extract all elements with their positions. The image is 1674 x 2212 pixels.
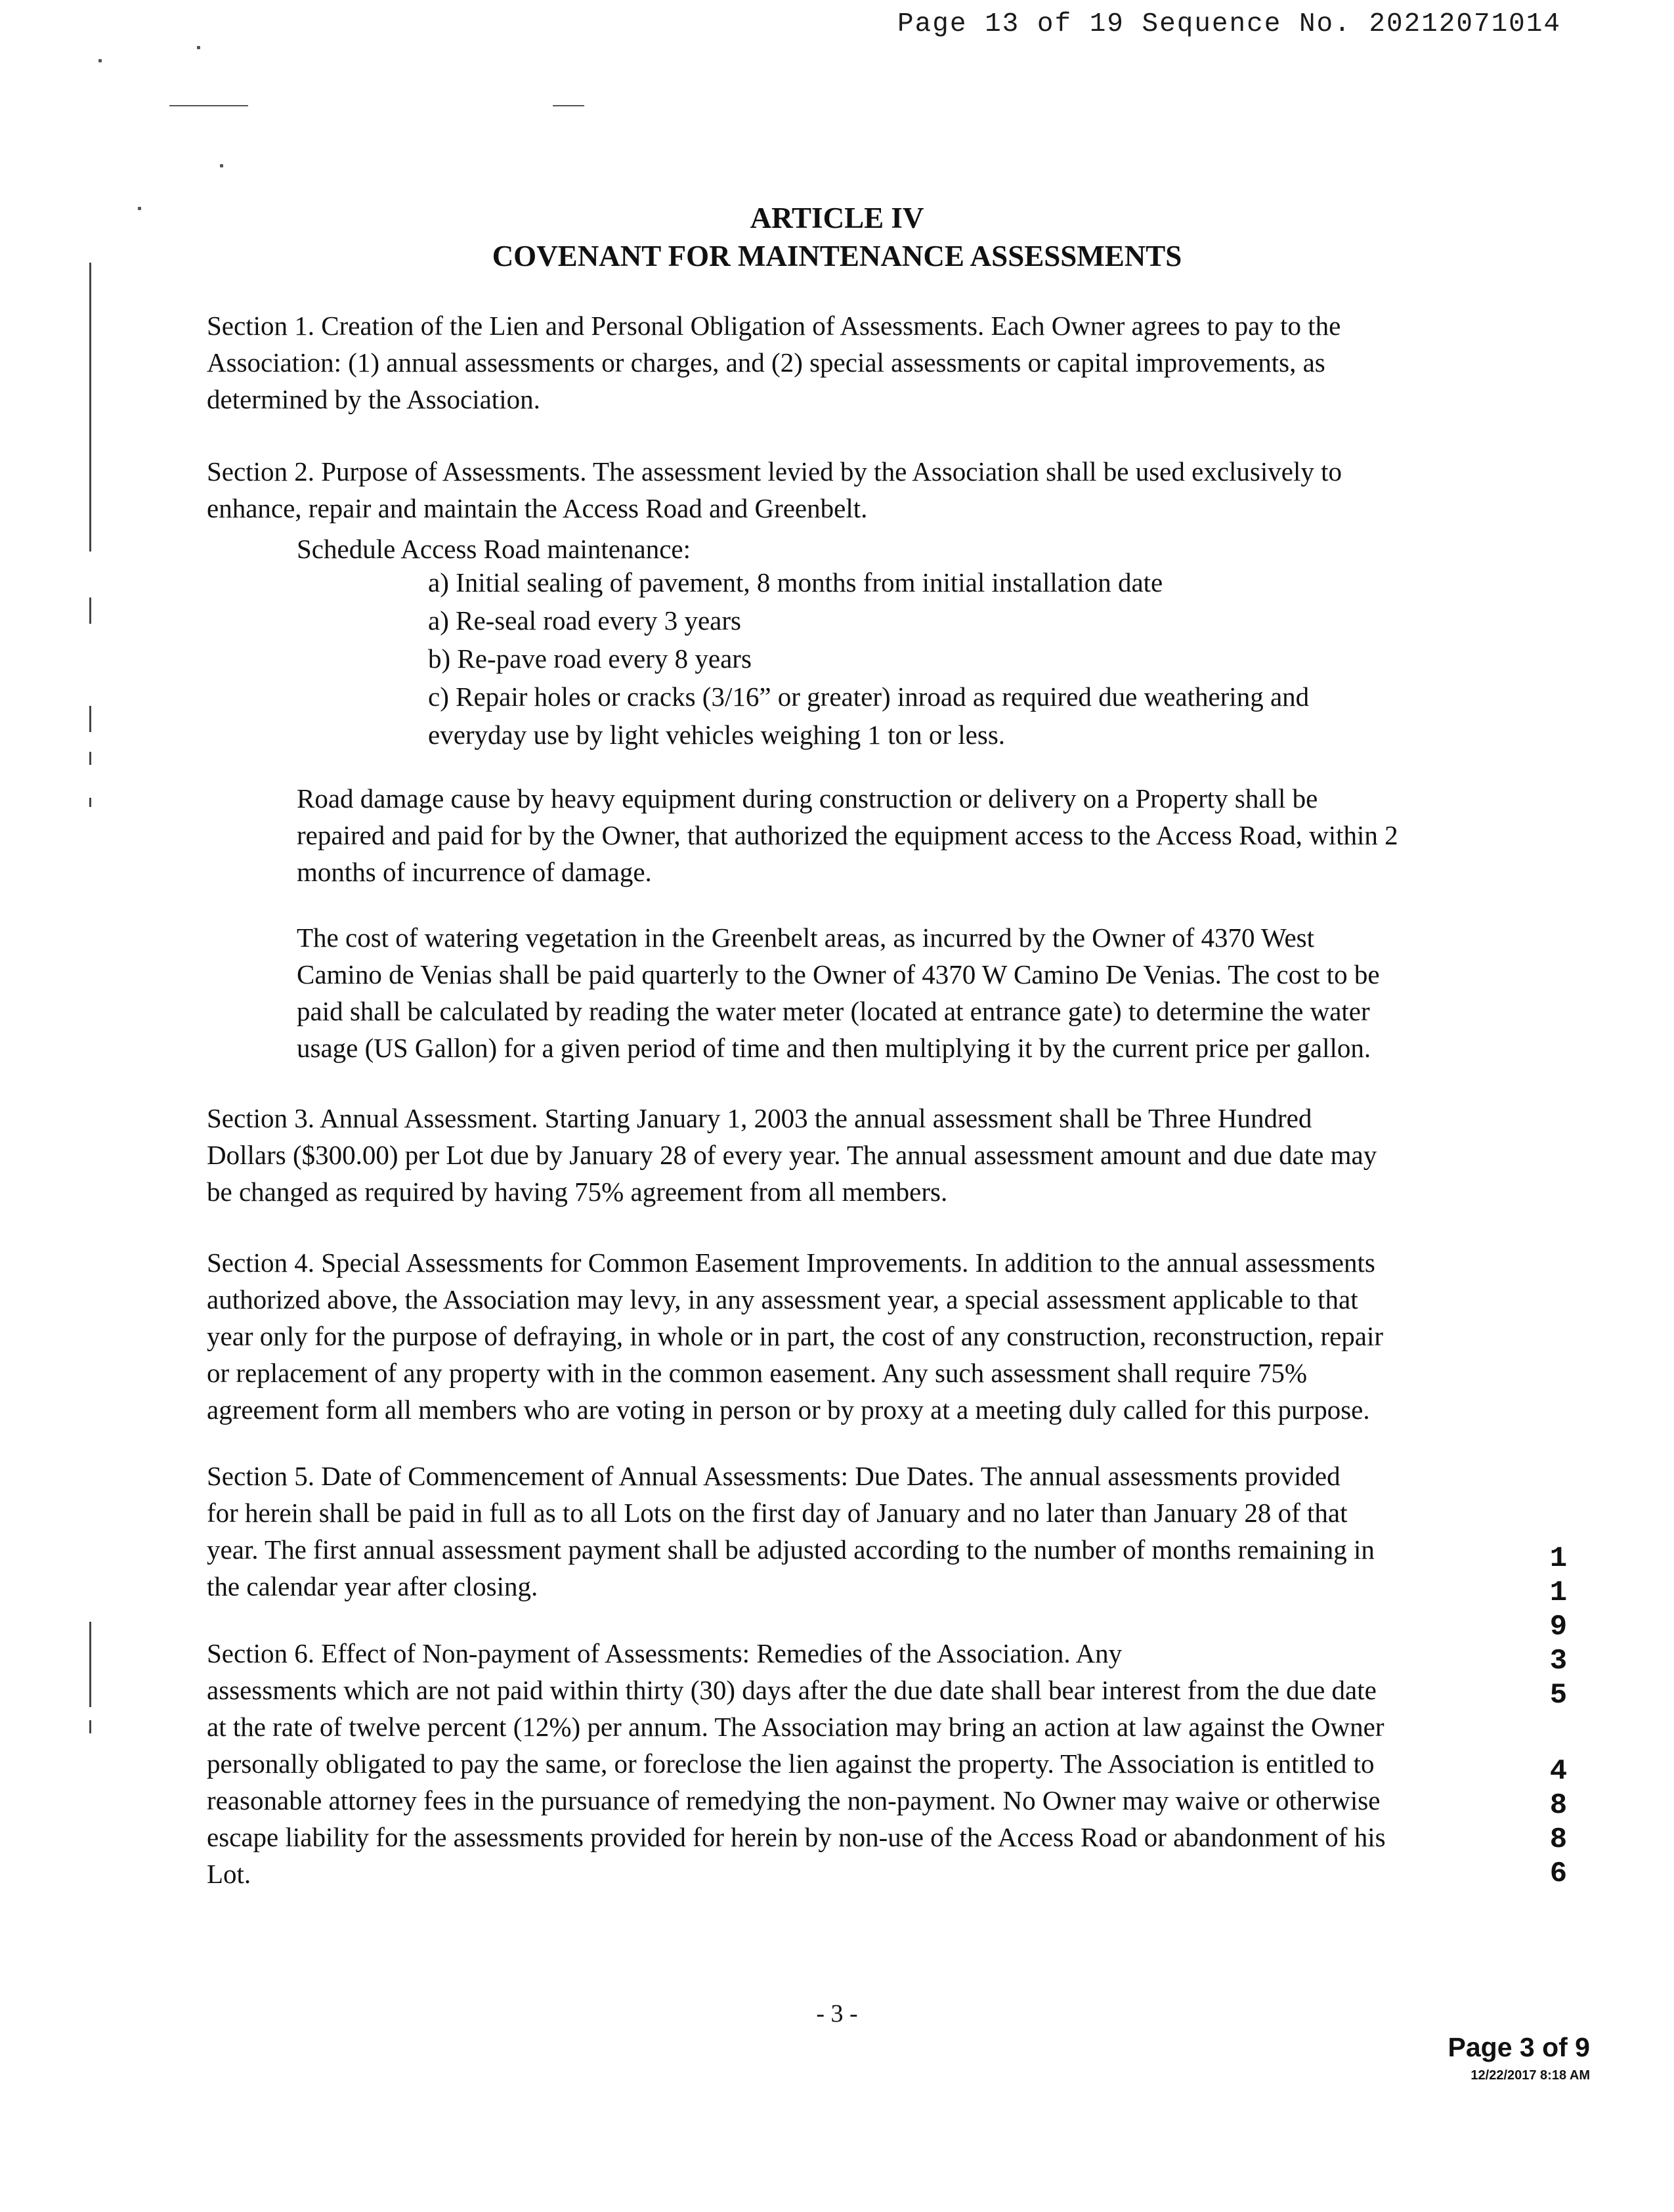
section-2	[207, 453, 1342, 527]
section-6	[207, 1635, 1386, 1892]
article-subheading: COVENANT FOR MAINTENANCE ASSESSMENTS	[492, 240, 1182, 272]
scan-margin-line	[89, 798, 91, 807]
scan-margin-line	[89, 1622, 91, 1707]
watering-line: The cost of watering vegetation in the Greenbelt areas, as incurred by the Owner of 4370 West	[297, 922, 1314, 953]
section-6-line: Lot.	[207, 1859, 251, 1889]
side-digit-gap	[1547, 1712, 1570, 1754]
section-5-line: Section 5. Date of Commencement of Annual Assessments: Due Dates. The annual assessments provided	[207, 1461, 1341, 1491]
schedule-item: b) Re-pave road every 8 years	[428, 643, 752, 674]
recording-datetime-stamp: 12/22/2017 8:18 AM	[1470, 2068, 1590, 2083]
side-recording-number	[1547, 1542, 1570, 1891]
scan-margin-line	[89, 263, 91, 552]
schedule-item: everyday use by light vehicles weighing 1 ton or less.	[428, 720, 1006, 750]
watering-line: Camino de Venias shall be paid quarterly to the Owner of 4370 W Camino De Venias. The cost to be	[297, 959, 1380, 989]
section-4-line: or replacement of any property with in the common easement. Any such assessment shall require 75%	[207, 1358, 1307, 1388]
section-2-line: Section 2. Purpose of Assessments. The assessment levied by the Association shall be used exclusively to	[207, 456, 1342, 487]
scan-margin-line	[89, 597, 91, 624]
side-digit: 5	[1549, 1679, 1568, 1712]
schedule-item: a) Re-seal road every 3 years	[428, 605, 741, 636]
section-1	[207, 307, 1341, 418]
watering-line: usage (US Gallon) for a given period of time and then multiplying it by the current price per gallon.	[297, 1033, 1371, 1063]
watering-paragraph	[297, 919, 1380, 1066]
section-4-line: Section 4. Special Assessments for Common Easement Improvements. In addition to the annual assessments	[207, 1247, 1375, 1278]
article-heading: ARTICLE IV	[750, 202, 924, 234]
side-digit: 8	[1549, 1823, 1568, 1856]
watering-line: paid shall be calculated by reading the water meter (located at entrance gate) to determine the water	[297, 996, 1370, 1026]
scan-speck	[220, 164, 223, 167]
scan-line-mark	[169, 105, 248, 106]
road-damage-line: repaired and paid for by the Owner, that authorized the equipment access to the Access Road, within 2	[297, 820, 1398, 850]
side-digit: 8	[1549, 1789, 1568, 1822]
side-digit: 4	[1549, 1755, 1568, 1788]
schedule-title-text: Schedule Access Road maintenance:	[297, 534, 691, 564]
road-damage-line: months of incurrence of damage.	[297, 857, 652, 887]
scan-speck	[98, 59, 102, 62]
section-3-line: Dollars ($300.00) per Lot due by January 28 of every year. The annual assessment amount and due date may	[207, 1140, 1377, 1170]
section-6-line: escape liability for the assessments provided for herein by non-use of the Access Road or abandonment of his	[207, 1822, 1386, 1852]
section-2-line: enhance, repair and maintain the Access Road and Greenbelt.	[207, 493, 868, 523]
section-1-line: Section 1. Creation of the Lien and Personal Obligation of Assessments. Each Owner agrees to pay to the	[207, 311, 1341, 341]
scan-line-mark	[553, 105, 584, 106]
section-3-line: be changed as required by having 75% agreement from all members.	[207, 1177, 948, 1207]
section-6-line: reasonable attorney fees in the pursuance of remedying the non-payment. No Owner may waive or otherwise	[207, 1785, 1381, 1815]
section-5	[207, 1458, 1375, 1605]
section-6-line: personally obligated to pay the same, or foreclose the lien against the property. The Association is entitled to	[207, 1748, 1375, 1779]
section-5-line: year. The first annual assessment payment shall be adjusted according to the number of months remaining in	[207, 1534, 1375, 1565]
section-1-line: determined by the Association.	[207, 384, 540, 414]
side-digit: 3	[1549, 1645, 1568, 1678]
section-5-line: for herein shall be paid in full as to all Lots on the first day of January and no later than January 28 of that	[207, 1498, 1348, 1528]
scan-speck	[197, 46, 200, 49]
scan-margin-line	[89, 1720, 91, 1733]
side-digit: 6	[1549, 1857, 1568, 1890]
schedule-list	[428, 563, 1309, 754]
page-number: - 3 -	[816, 2000, 858, 2028]
sequence-header: Page 13 of 19 Sequence No. 20212071014	[897, 9, 1561, 39]
recording-page-stamp: Page 3 of 9	[1448, 2032, 1590, 2062]
section-4-line: agreement form all members who are voting in person or by proxy at a meeting duly called for this purpose.	[207, 1395, 1370, 1425]
road-damage-line: Road damage cause by heavy equipment during construction or delivery on a Property shall be	[297, 783, 1318, 813]
section-6-line: Section 6. Effect of Non-payment of Assessments: Remedies of the Association. Any	[207, 1638, 1123, 1668]
side-digit: 9	[1549, 1611, 1568, 1643]
schedule-title	[297, 531, 691, 567]
schedule-item: a) Initial sealing of pavement, 8 months from initial installation date	[428, 567, 1163, 597]
road-damage-paragraph	[297, 780, 1398, 890]
section-4	[207, 1244, 1383, 1428]
section-1-line: Association: (1) annual assessments or charges, and (2) special assessments or capital improvements, as	[207, 347, 1325, 378]
scan-margin-line	[89, 752, 91, 765]
schedule-item: c) Repair holes or cracks (3/16” or greater) inroad as required due weathering and	[428, 682, 1310, 712]
side-digit: 1	[1549, 1542, 1568, 1575]
side-digit: 1	[1549, 1576, 1568, 1609]
section-4-line: year only for the purpose of defraying, in whole or in part, the cost of any construction, reconstruction, repair	[207, 1321, 1384, 1351]
section-3-line: Section 3. Annual Assessment. Starting January 1, 2003 the annual assessment shall be Three Hundred	[207, 1103, 1312, 1133]
section-4-line: authorized above, the Association may levy, in any assessment year, a special assessment applicable to that	[207, 1284, 1358, 1314]
section-5-line: the calendar year after closing.	[207, 1571, 538, 1601]
section-6-line: at the rate of twelve percent (12%) per annum. The Association may bring an action at law against the Owner	[207, 1712, 1384, 1742]
section-3	[207, 1100, 1377, 1210]
section-6-line: assessments which are not paid within thirty (30) days after the due date shall bear interest from the due date	[207, 1675, 1377, 1705]
scan-margin-line	[89, 706, 91, 732]
